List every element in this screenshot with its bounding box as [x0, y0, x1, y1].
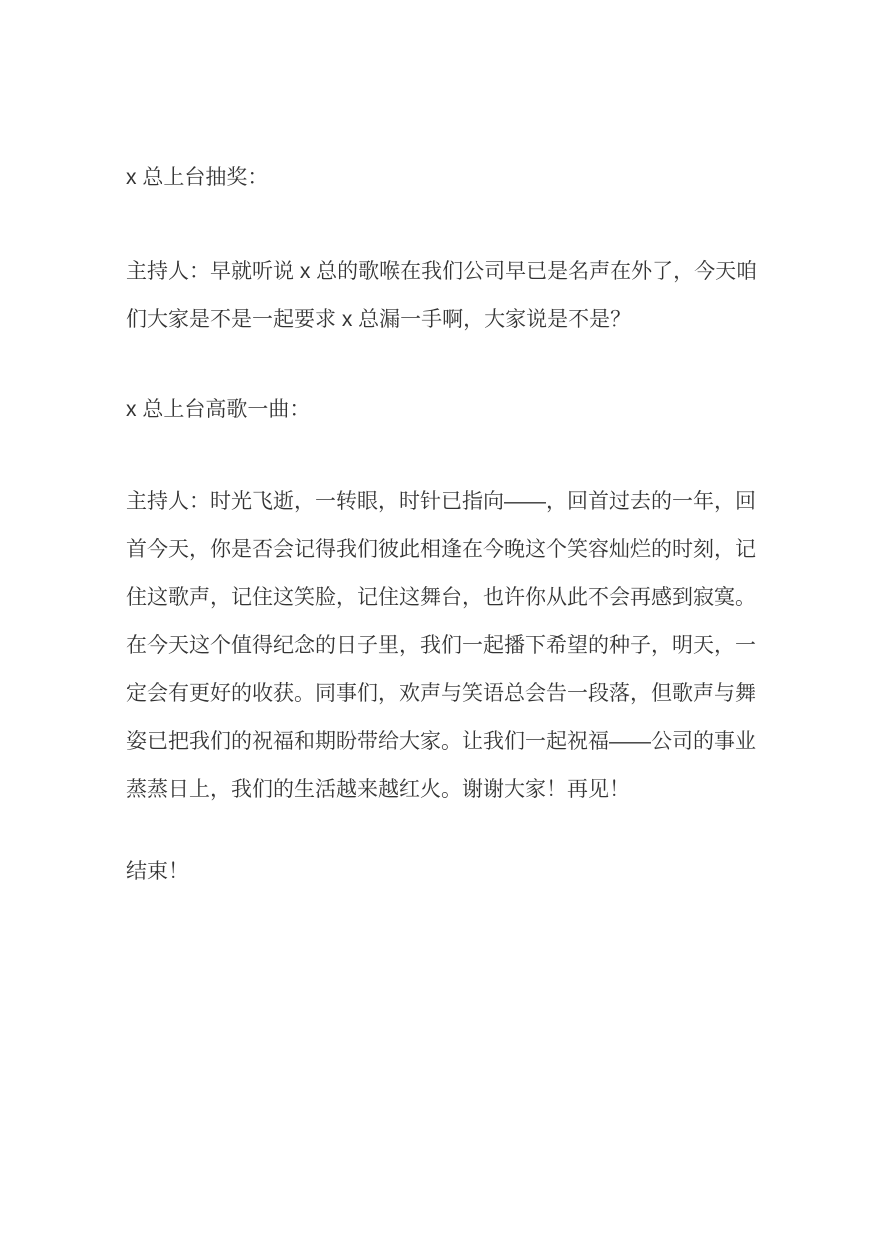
section-heading-lottery: x 总上台抽奖： [126, 166, 269, 189]
host-paragraph-lottery: 主持人：早就听说 x 总的歌喉在我们公司早已是名声在外了，今天咱们大家是不是一起要求 x 总漏一手啊，大家说是不是？ [126, 260, 758, 331]
host-paragraph-farewell: 主持人：时光飞逝，一转眼，时针已指向——，回首过去的一年，回首今天，你是否会记得我们彼此相逢在今晚这个笑容灿烂的时刻，记住这歌声，记住这笑脸，记住这舞台，也许你从此不会再感到寂寞。在今天这个值得纪念的日子里，我们一起播下希望的种子，明天，一定会有更好的收获。同事们，欢声与笑语总会告一段落，但歌声与舞姿已把我们的祝福和期盼带给大家。让我们一起祝福——公司的事业蒸蒸日上，我们的生活越来越红火。谢谢大家！再见！ [126, 490, 756, 801]
section-heading-song: x 总上台高歌一曲： [126, 398, 311, 421]
closing-line: 结束！ [126, 860, 189, 883]
